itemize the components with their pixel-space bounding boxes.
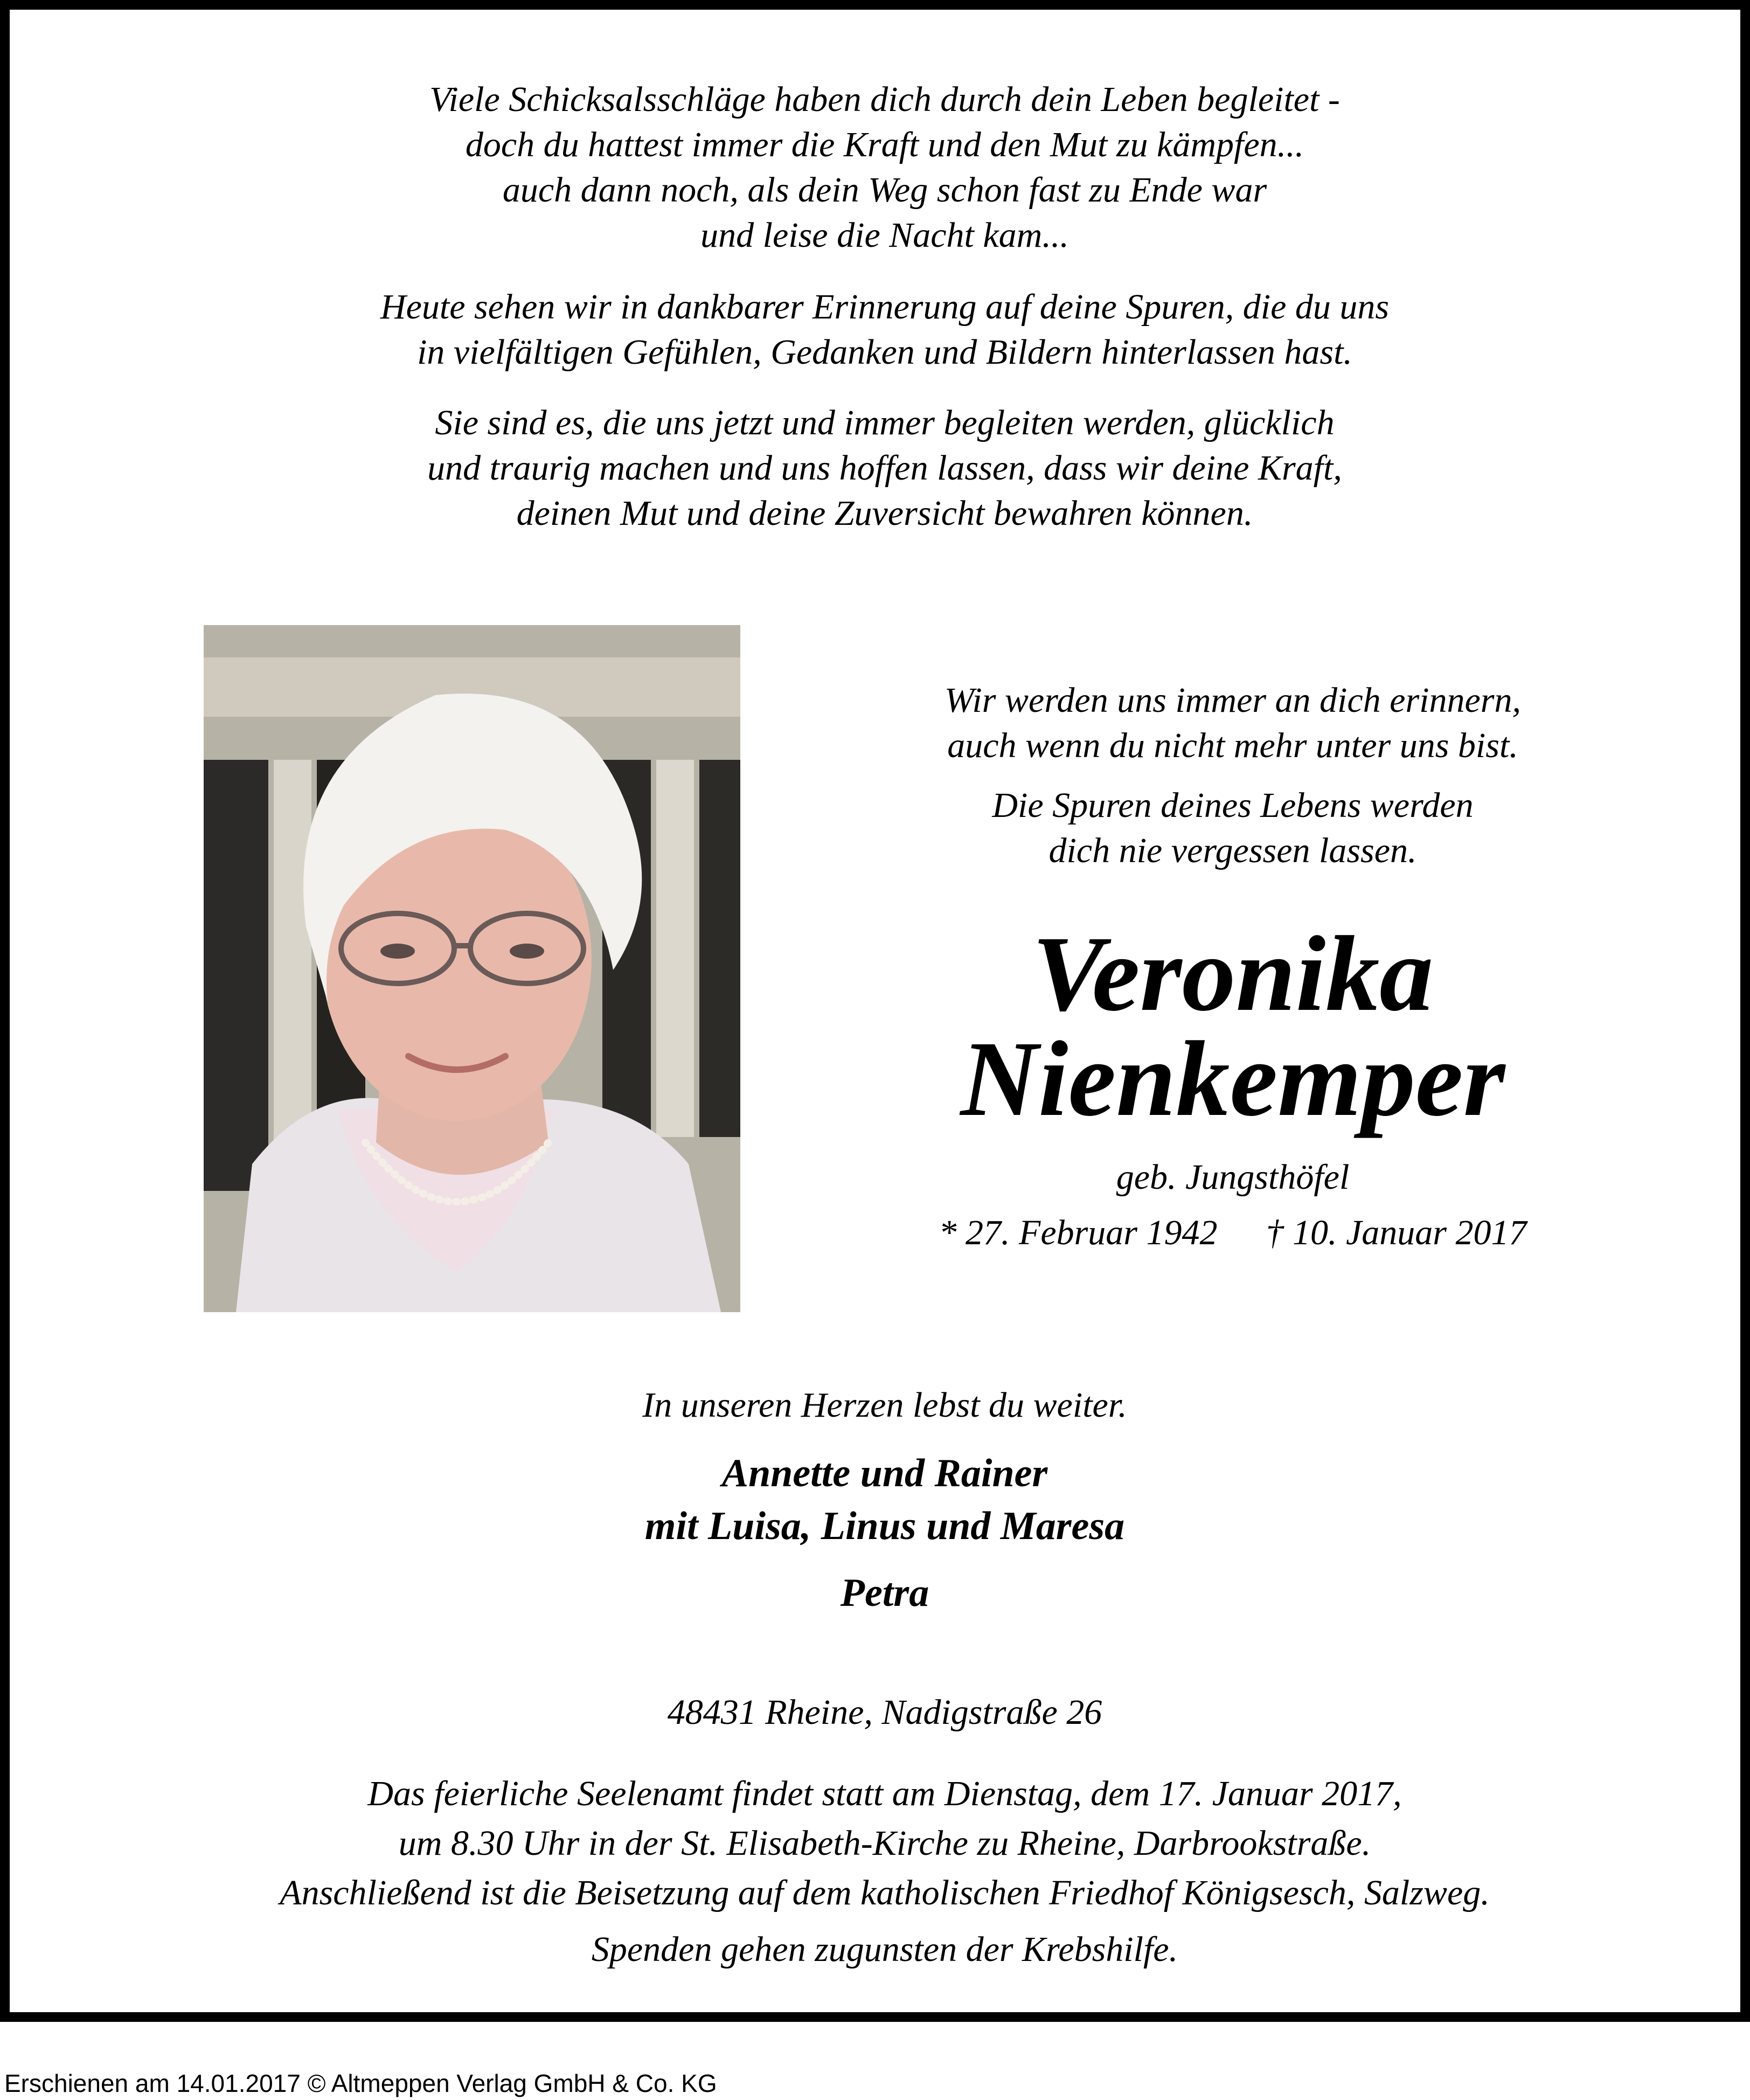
deceased-first-name: Veronika [1032,914,1434,1034]
quote-line: Die Spuren deines Lebens werden [992,786,1474,825]
birth-date: * 27. Februar 1942 [939,1213,1218,1252]
service-line: Das feierliche Seelenamt findet statt am Dienstag, dem 17. Januar 2017, [367,1774,1402,1813]
right-eye [510,944,544,959]
service-line: Anschließend ist die Beisetzung auf dem katholischen Friedhof Königsesch, Salzweg. [280,1873,1490,1912]
portrait-illustration [204,625,740,1312]
verse-line: Viele Schicksalsschläge haben dich durch dein Leben begleitet - [429,80,1340,119]
verse-stanza-2 [117,285,1652,375]
verse-line: Heute sehen wir in dankbarer Erinnerung auf deine Spuren, die du uns [380,287,1390,327]
birth-name: geb. Jungsthöfel [1116,1158,1350,1197]
remembrance-quote-1 [818,678,1648,768]
donation-note: Spenden gehen zugunsten der Krebshilfe. [591,1930,1178,1969]
verse-line: in vielfältigen Gefühlen, Gedanken und Bildern hinterlassen hast. [417,332,1352,372]
publication-footer: Erschienen am 14.01.2017 © Altmeppen Verlag GmbH & Co. KG [4,2069,717,2097]
left-eye [380,944,415,959]
building-window [204,760,268,1191]
life-dates [818,1210,1648,1256]
verse-line: und leise die Nacht kam... [700,216,1069,255]
verse-line: Sie sind es, die uns jetzt und immer begleiten werden, glücklich [435,403,1335,442]
funeral-service-info [117,1769,1652,1918]
quote-line: dich nie vergessen lassen. [1048,831,1417,870]
verse-line: doch du hattest immer die Kraft und den Mut zu kämpfen... [465,125,1304,164]
motto: In unseren Herzen lebst du weiter. [642,1385,1127,1425]
verse-stanza-1 [117,77,1652,258]
building-column [656,760,694,1137]
portrait-photo [204,625,740,1312]
deceased-last-name: Nienkemper [960,1020,1505,1139]
quote-line: Wir werden uns immer an dich erinnern, [945,681,1521,720]
quote-line: auch wenn du nicht mehr unter uns bist. [947,726,1518,765]
verse-stanza-3 [117,400,1652,536]
family-line: Annette und Rainer [721,1451,1048,1495]
verse-line: und traurig machen und uns hoffen lassen, dass wir deine Kraft, [427,448,1342,488]
address: 48431 Rheine, Nadigstraße 26 [667,1693,1102,1732]
death-date: † 10. Januar 2017 [1266,1213,1527,1252]
remembrance-quote-2 [818,783,1648,874]
verse-line: deinen Mut und deine Zuversicht bewahren können. [516,494,1253,533]
verse-line: auch dann noch, als dein Weg schon fast zu Ende war [502,170,1267,210]
service-line: um 8.30 Uhr in der St. Elisabeth-Kirche zu Rheine, Darbrookstraße. [398,1824,1371,1863]
building-window [699,760,740,1137]
family-line: mit Luisa, Linus und Maresa [644,1504,1125,1548]
family-line: Petra [840,1571,929,1615]
